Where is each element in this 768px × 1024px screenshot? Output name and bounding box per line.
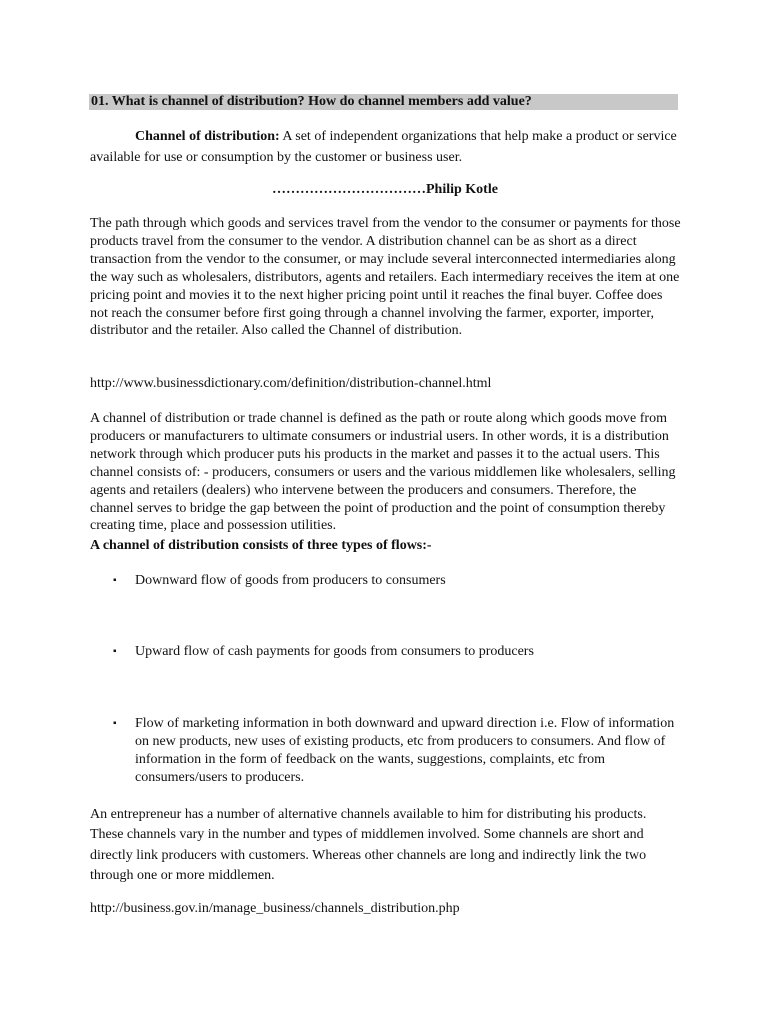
list-item-text: Downward flow of goods from producers to consumers: [135, 573, 446, 588]
definition-text: A set of independent organizations that help make a product or service available for use or consumption by the customer or business user.: [90, 129, 677, 165]
paragraph-entrepreneur-channels: An entrepreneur has a number of alternative channels available to him for distributing his products. These channels vary in the number and types of middlemen involved. Some channels are short and directly link producers with customers. Whereas other channels are long and indirectly link the two through one or more middlemen.: [90, 807, 647, 883]
question-heading: 01. What is channel of distribution? How do channel members add value?: [89, 94, 678, 110]
paragraph-path-of-goods: The path through which goods and services travel from the vendor to the consumer or payments for those products travel from the consumer to the vendor. A distribution channel can be as short as a direct transaction from the vendor to the consumer, or may include several interconnected intermediaries along the way such as wholesalers, distributors, agents and retailers. Each intermediary receives the item at one pricing point and movies it to the next higher pricing point until it reaches the final buyer. Coffee does not reach the consumer before first going through a channel involving the farmer, exporter, importer, distributor and the retailer. Also called the Channel of distribution.: [90, 216, 681, 339]
definition-term: Channel of distribution:: [135, 129, 280, 144]
bullet-icon: ▪: [113, 718, 117, 729]
source-url-business-gov: http://business.gov.in/manage_business/channels_distribution.php: [90, 901, 460, 916]
paragraph-trade-channel: A channel of distribution or trade channel is defined as the path or route along which goods move from producers or manufacturers to ultimate consumers or industrial users. In other words, it is a distribution network through which producer puts his products in the market and passes it to the actual users. This channel consists of: - producers, consumers or users and the various middlemen like wholesalers, selling agents and retailers (dealers) who intervene between the producers and consumers. Therefore, the channel serves to bridge the gap between the point of production and the point of consumption thereby creating time, place and possession utilities.: [90, 411, 676, 534]
list-item-text: Flow of marketing information in both downward and upward direction i.e. Flow of information on new products, new uses of existing products, etc from producers to consumers. And flow of information in the form of feedback on the wants, suggestions, complaints, etc from consumers/users to producers.: [135, 716, 675, 785]
definition-paragraph: [90, 126, 682, 168]
attribution: ……………………………Philip Kotle: [272, 182, 498, 197]
bullet-icon: ▪: [113, 575, 117, 586]
source-url-businessdictionary: http://www.businessdictionary.com/definition/distribution-channel.html: [90, 376, 492, 391]
flows-heading: A channel of distribution consists of three types of flows:-: [90, 538, 432, 553]
list-item-text: Upward flow of cash payments for goods from consumers to producers: [135, 644, 534, 659]
bullet-icon: ▪: [113, 646, 117, 657]
